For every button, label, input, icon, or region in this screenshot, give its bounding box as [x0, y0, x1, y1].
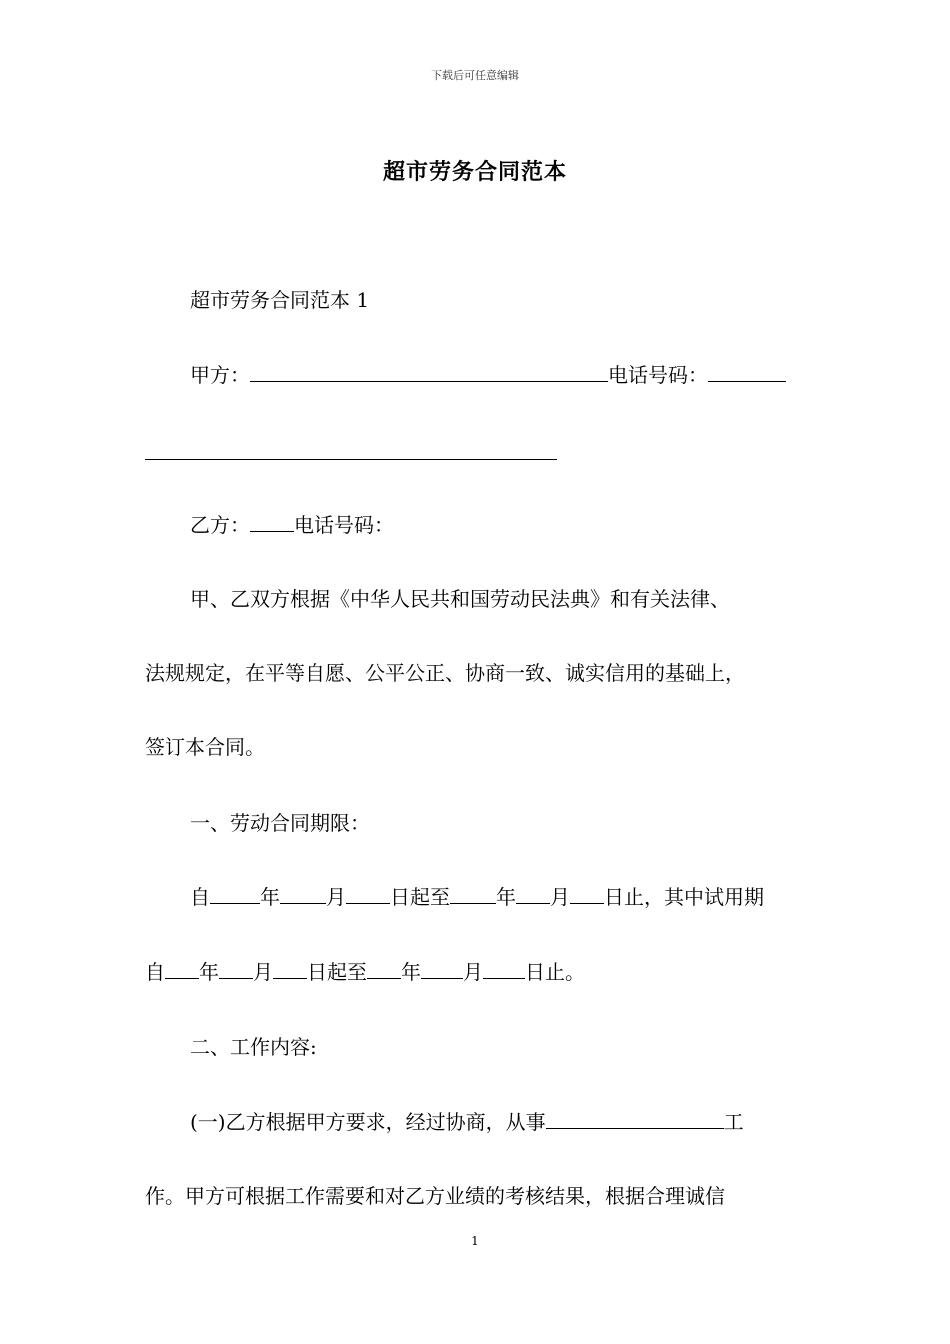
- probation-end-day-blank[interactable]: [483, 958, 525, 979]
- party-a-blank[interactable]: [250, 361, 608, 382]
- probation-nian-label-2: 年: [401, 960, 421, 984]
- start-month-blank[interactable]: [280, 883, 326, 904]
- probation-ri-qi-zhi-label: 日起至: [307, 960, 367, 984]
- probation-start-day-blank[interactable]: [273, 958, 307, 979]
- probation-end-year-blank[interactable]: [367, 958, 401, 979]
- intro-line-1: 甲、乙双方根据《中华人民共和国劳动民法典》和有关法律、: [190, 587, 730, 611]
- party-a-phone-continuation-blank[interactable]: [145, 459, 557, 460]
- probation-ri-zhi-label: 日止。: [525, 960, 585, 984]
- clause-1-heading: 一、劳动合同期限：: [190, 811, 370, 835]
- start-day-blank[interactable]: [346, 883, 390, 904]
- probation-zi-label: 自: [145, 960, 165, 984]
- probation-yue-label-2: 月: [463, 960, 483, 984]
- page-number: 1: [471, 1234, 479, 1248]
- header-note: 下载后可任意编辑: [431, 69, 519, 82]
- clause-2-heading: 二、工作内容:: [190, 1035, 317, 1059]
- party-a-line: [190, 360, 830, 390]
- term-ri-qi-zhi-label: 日起至: [390, 885, 450, 909]
- document-title: 超市劳务合同范本: [382, 159, 567, 185]
- term-ri-zhi-label: 日止，其中试用期: [604, 885, 764, 909]
- party-b-label: 乙方：: [190, 513, 250, 537]
- term-zi-label: 自: [190, 885, 210, 909]
- party-b-blank[interactable]: [250, 511, 294, 532]
- probation-start-year-blank[interactable]: [165, 958, 199, 979]
- end-day-blank[interactable]: [570, 883, 604, 904]
- probation-yue-label: 月: [253, 960, 273, 984]
- party-a-label: 甲方：: [190, 363, 250, 387]
- section-title: 超市劳务合同范本 1: [190, 288, 370, 312]
- term-nian-label: 年: [260, 885, 280, 909]
- party-a-phone-label: 电话号码：: [608, 363, 708, 387]
- party-b-line: [190, 510, 830, 540]
- term-yue-label-2: 月: [550, 885, 570, 909]
- start-year-blank[interactable]: [210, 883, 260, 904]
- probation-end-month-blank[interactable]: [421, 958, 463, 979]
- party-b-phone-label: 电话号码：: [294, 513, 394, 537]
- end-month-blank[interactable]: [516, 883, 550, 904]
- work-content-end: 工: [723, 1110, 744, 1134]
- term-yue-label: 月: [326, 885, 346, 909]
- term-nian-label-2: 年: [496, 885, 516, 909]
- work-content-line: [190, 1107, 830, 1137]
- intro-line-2: 法规规定，在平等自愿、公平公正、协商一致、诚实信用的基础上，: [145, 661, 745, 685]
- work-content-text: (一)乙方根据甲方要求，经过协商，从事: [190, 1110, 546, 1134]
- probation-term-line: [145, 957, 825, 987]
- party-a-phone-blank[interactable]: [708, 361, 786, 382]
- job-title-blank[interactable]: [546, 1108, 724, 1129]
- probation-nian-label: 年: [199, 960, 219, 984]
- probation-start-month-blank[interactable]: [219, 958, 253, 979]
- contract-term-line: [190, 882, 830, 912]
- intro-line-3: 签订本合同。: [145, 735, 265, 759]
- work-content-continuation: 作。甲方可根据工作需要和对乙方业绩的考核结果，根据合理诚信: [145, 1184, 725, 1208]
- end-year-blank[interactable]: [450, 883, 496, 904]
